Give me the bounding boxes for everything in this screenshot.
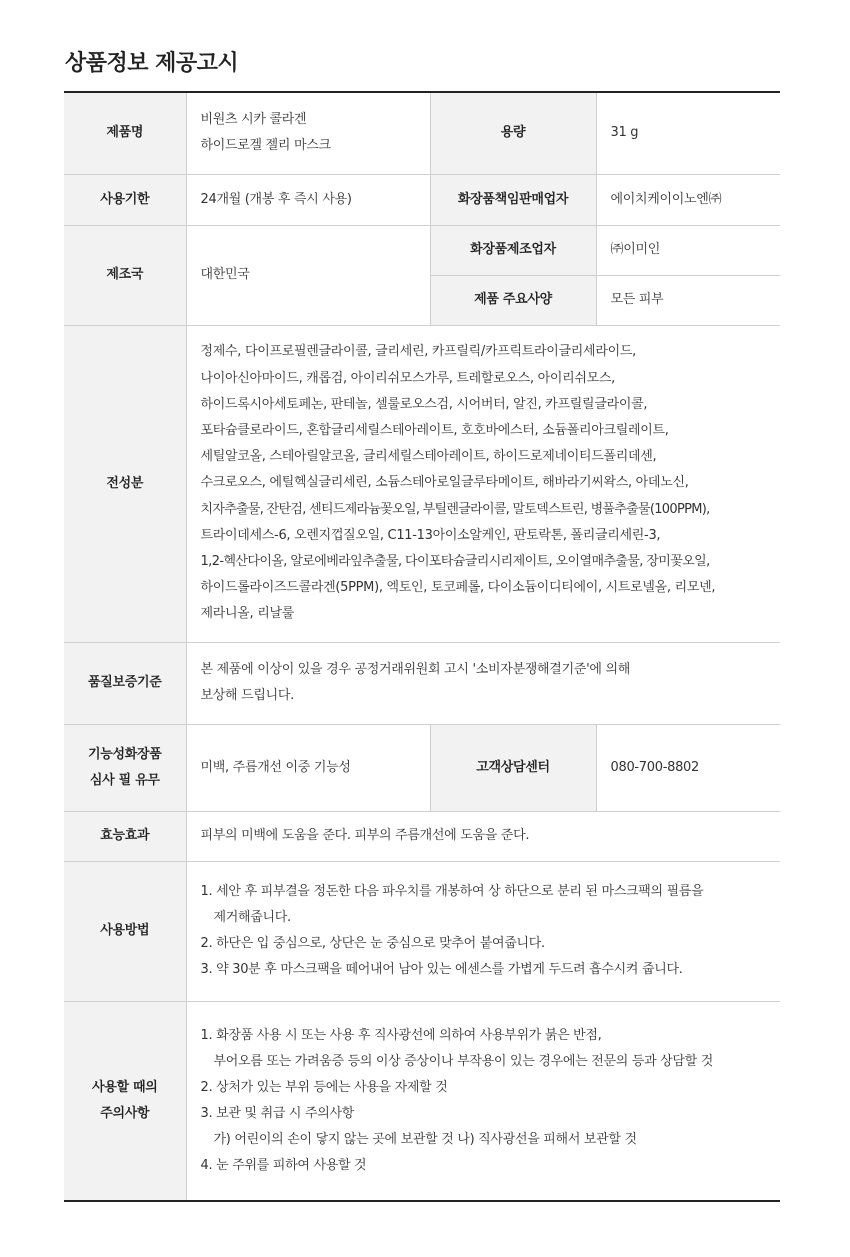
row-usage	[64, 861, 780, 1001]
label-quality: 품질보증기준	[64, 642, 186, 724]
ingredient-line: 나이아신아마이드, 캐롭검, 아이리쉬모스가루, 트레할로오스, 아이리쉬모스,	[200, 370, 615, 386]
row-functional	[64, 724, 780, 811]
usage-line: 2. 하단은 입 중심으로, 상단은 눈 중심으로 맞추어 붙여줍니다.	[200, 936, 545, 951]
page-title: 상품정보 제공고시	[65, 51, 239, 76]
caution-line: 2. 상처가 있는 부위 등에는 사용을 자제할 것	[200, 1079, 448, 1095]
label-caution	[64, 1001, 186, 1201]
value-quality	[186, 642, 780, 724]
ingredient-line: 하이드롤라이즈드콜라겐(5PPM), 엑토인, 토코페롤, 다이소듐이디티에이, 시트로넬올, 리모넨,	[200, 580, 716, 596]
functional-label-line: 심사 필 유무	[89, 772, 160, 788]
label-efficacy: 효능효과	[64, 811, 186, 861]
label-functional	[64, 724, 186, 811]
value-main-spec: 모든 피부	[596, 275, 780, 325]
quality-line: 본 제품에 이상이 있을 경우 공정거래위원회 고시 '소비자분쟁해결기준'에 의해	[200, 662, 630, 677]
usage-line: 3. 약 30분 후 마스크팩을 떼어내어 남아 있는 에센스를 가볍게 두드려 흡수시켜 줍니다.	[200, 962, 683, 977]
ingredient-line: 트라이데세스-6, 오렌지껍질오일, C11-13아이소알케인, 판토락톤, 폴리글리세린-3,	[200, 527, 661, 543]
value-product-name	[186, 92, 430, 174]
label-customer-center: 고객상담센터	[430, 724, 596, 811]
caution-line: 1. 화장품 사용 시 또는 사용 후 직사광선에 의하여 사용부위가 붉은 반점,	[200, 1027, 602, 1043]
row-product-name	[64, 92, 780, 174]
product-name-line: 하이드로겔 젤리 마스크	[200, 138, 331, 154]
functional-label-line: 기능성화장품	[87, 746, 162, 762]
row-expiry	[64, 174, 780, 225]
ingredient-line: 포타슘클로라이드, 혼합글리세릴스테아레이트, 호호바에스터, 소듐폴리아크릴레이트,	[200, 422, 669, 438]
row-quality	[64, 642, 780, 724]
row-efficacy	[64, 811, 780, 861]
ingredient-line: 정제수, 다이프로필렌글라이콜, 글리세린, 카프릴릭/카프릭트라이글리세라이드,	[200, 344, 636, 360]
usage-line: 1. 세안 후 피부결을 정돈한 다음 파우치를 개봉하여 상 하단으로 분리 된 마스크팩의 필름을	[200, 884, 704, 899]
quality-line: 보상해 드립니다.	[200, 688, 294, 703]
value-caution	[186, 1001, 780, 1201]
product-name-line: 비원츠 시카 콜라겐	[200, 112, 307, 128]
label-manufacturer: 화장품제조업자	[430, 225, 596, 275]
row-country	[64, 225, 780, 275]
ingredient-line: 제라니올, 리날룰	[200, 606, 294, 622]
label-ingredients: 전성분	[64, 325, 186, 642]
value-capacity: 31 g	[610, 125, 639, 141]
caution-line: 3. 보관 및 취급 시 주의사항	[200, 1105, 355, 1121]
value-ingredients	[186, 325, 780, 642]
value-country: 대한민국	[186, 225, 430, 325]
label-product-name: 제품명	[64, 92, 186, 174]
label-seller: 화장품책임판매업자	[430, 174, 596, 225]
label-capacity: 용량	[430, 92, 596, 174]
ingredient-line: 1,2-헥산다이올, 알로에베라잎추출물, 다이포타슘글리시리제이트, 오이열매추출물, 장미꽃오일,	[200, 554, 710, 569]
ingredient-line: 치자추출물, 잔탄검, 센티드제라늄꽃오일, 부틸렌글라이콜, 말토덱스트린, 병풀추출물(100PPM),	[200, 501, 710, 517]
caution-line: 4. 눈 주위를 피하여 사용할 것	[200, 1157, 367, 1173]
value-functional: 미백, 주름개선 이중 기능성	[186, 724, 430, 811]
caution-label-line: 사용할 때의	[91, 1079, 158, 1095]
caution-label-line: 주의사항	[100, 1105, 150, 1121]
ingredient-line: 수크로오스, 에틸헥실글리세린, 소듐스테아로일글루타메이트, 해바라기씨왁스, 아데노신,	[200, 475, 689, 491]
value-usage	[186, 861, 780, 1001]
label-usage: 사용방법	[64, 861, 186, 1001]
product-info-table	[64, 91, 780, 1202]
value-expiry: 24개월 (개봉 후 즉시 사용)	[186, 174, 430, 225]
caution-line: 부어오름 또는 가려움증 등의 이상 증상이나 부작용이 있는 경우에는 전문의 등과 상담할 것	[213, 1053, 714, 1069]
ingredient-line: 하이드록시아세토페논, 판테놀, 셀룰로오스검, 시어버터, 알진, 카프릴릴글라이콜,	[200, 396, 648, 412]
caution-line: 가) 어린이의 손이 닿지 않는 곳에 보관할 것 나) 직사광선을 피해서 보관할 것	[213, 1131, 637, 1147]
row-ingredients	[64, 325, 780, 642]
value-customer-center: 080-700-8802	[596, 724, 780, 811]
value-seller: 에이치케이이노엔㈜	[596, 174, 780, 225]
label-main-spec: 제품 주요사양	[430, 275, 596, 325]
ingredient-line: 세틸알코올, 스테아릴알코올, 글리세릴스테아레이트, 하이드로제네이티드폴리데센,	[200, 449, 657, 465]
label-country: 제조국	[64, 225, 186, 325]
label-expiry: 사용기한	[64, 174, 186, 225]
value-manufacturer: ㈜이미인	[596, 225, 780, 275]
usage-line: 제거해줍니다.	[213, 910, 291, 925]
value-efficacy: 피부의 미백에 도움을 준다. 피부의 주름개선에 도움을 준다.	[186, 811, 780, 861]
row-caution	[64, 1001, 780, 1201]
